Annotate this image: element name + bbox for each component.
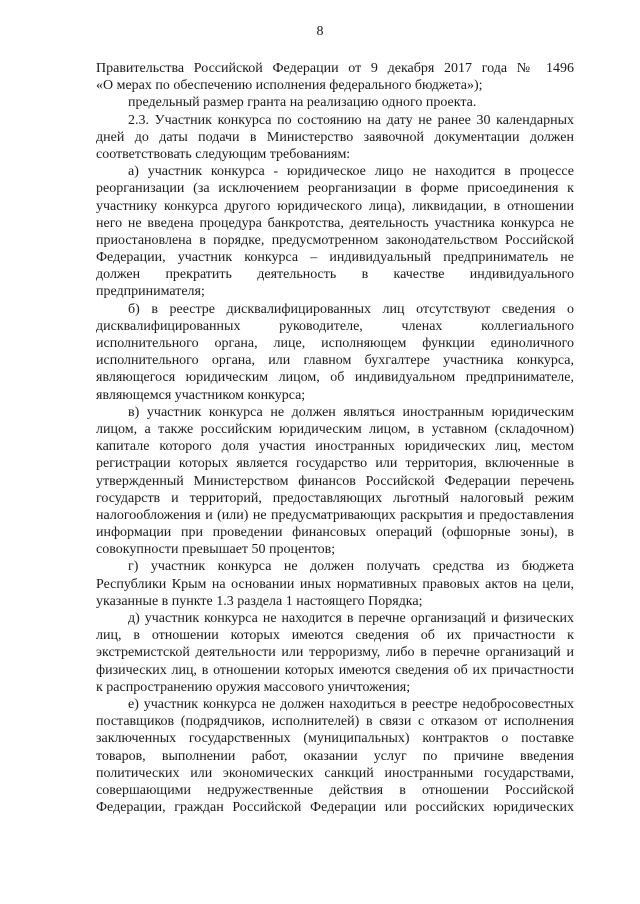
text-line: физических лиц, в отношении которых имеются сведения об их причастности — [96, 662, 574, 678]
text-line: него не введена процедура банкротства, деятельность участника конкурса не — [96, 215, 574, 231]
text-line: информации при проведении финансовых операций (офшорные зоны), в — [96, 525, 574, 541]
text-line: Республики Крым на основании иных нормативных правовых актов на цели, — [96, 576, 574, 592]
text-line: к распространению оружия массового уничтожения; — [96, 679, 411, 695]
text-line: а) участник конкурса - юридическое лицо не находится в процессе — [128, 164, 574, 180]
text-line: предпринимателя; — [96, 284, 205, 300]
text-line: являющегося юридическим лицом, об индивидуальном предпринимателе, — [96, 370, 574, 386]
text-line: налогообложения и (или) не предусматривающих раскрытия и предоставления — [96, 507, 574, 523]
text-line: е) участник конкурса не должен находиться в реестре недобросовестных — [128, 696, 574, 712]
text-line: «О мерах по обеспечению исполнения федерального бюджета»); — [96, 78, 483, 94]
text-line: политических или экономических санкций иностранными государствами, — [96, 765, 574, 781]
text-line: 2.3. Участник конкурса по состоянию на дату не ранее 30 календарных — [128, 112, 574, 128]
text-line: дисквалифицированных руководителе, членах коллегиального — [96, 318, 574, 334]
page-number: 8 — [316, 24, 324, 39]
text-line: реорганизации (за исключением реорганизации в форме присоединения к — [96, 181, 574, 197]
text-line: регистрации которых является государство или территория, включенные в — [96, 456, 574, 472]
text-line: Федерации, граждан Российской Федерации или российских юридических — [96, 800, 574, 816]
text-line: являющемся участником конкурса; — [96, 387, 306, 403]
text-line: капитале которого доля участия иностранных юридических лиц, местом — [96, 439, 574, 455]
text-line: исполнительного органа, лице, исполняющем функции единоличного — [96, 336, 574, 351]
text-line: экстремистской деятельности или терроризму, либо в перечне организаций и — [96, 645, 574, 661]
text-line: исполнительного органа, или главном бухгалтере участника конкурса, — [96, 353, 574, 369]
text-line: поставщиков (подрядчиков, исполнителей) в связи с отказом от исполнения — [96, 714, 574, 730]
text-line: должен прекратить деятельность в качестве индивидуального — [96, 267, 574, 283]
text-line: лиц, в отношении которых имеются сведения об их причастности к — [96, 628, 574, 644]
text-line: совершающими недружественные действия в отношении Российской — [96, 782, 574, 798]
text-line: государств и территорий, предоставляющих льготный налоговый режим — [96, 490, 574, 506]
text-line: Правительства Российской Федерации от 9 декабря 2017 года № 1496 — [96, 61, 574, 76]
text-line: участнику конкурса другого юридического лица), ликвидации, в отношении — [96, 198, 574, 214]
text-line: совокупности превышает 50 процентов; — [96, 542, 336, 558]
text-line: приостановлена в порядке, предусмотренном законодательством Российской — [96, 232, 574, 248]
text-line: б) в реестре дисквалифицированных лиц отсутствуют сведения о — [128, 301, 574, 317]
document-body — [96, 60, 574, 816]
text-line: соответствовать следующим требованиям: — [96, 146, 351, 162]
text-line: заключенных государственных (муниципальных) контрактов о поставке — [96, 731, 574, 747]
text-line: в) участник конкурса не должен являться иностранным юридическим — [128, 404, 574, 420]
text-line: Федерации, участник конкурса – индивидуальный предприниматель не — [96, 250, 574, 266]
text-line: утвержденный Министерством финансов Российской Федерации перечень — [96, 473, 574, 489]
text-line: г) участник конкурса не должен получать средства из бюджета — [128, 559, 574, 575]
text-line: указанные в пункте 1.3 раздела 1 настоящего Порядка; — [96, 593, 423, 609]
text-line: предельный размер гранта на реализацию одного проекта. — [128, 95, 477, 111]
text-line: лицом, а также российским юридическим лицом, в уставном (складочном) — [96, 421, 574, 437]
text-line: товаров, выполнении работ, оказании услуг по причине введения — [96, 748, 574, 764]
text-line: д) участник конкурса не находится в перечне организаций и физических — [128, 611, 574, 626]
text-line: дней до даты подачи в Министерство заявочной документации должен — [96, 129, 574, 145]
